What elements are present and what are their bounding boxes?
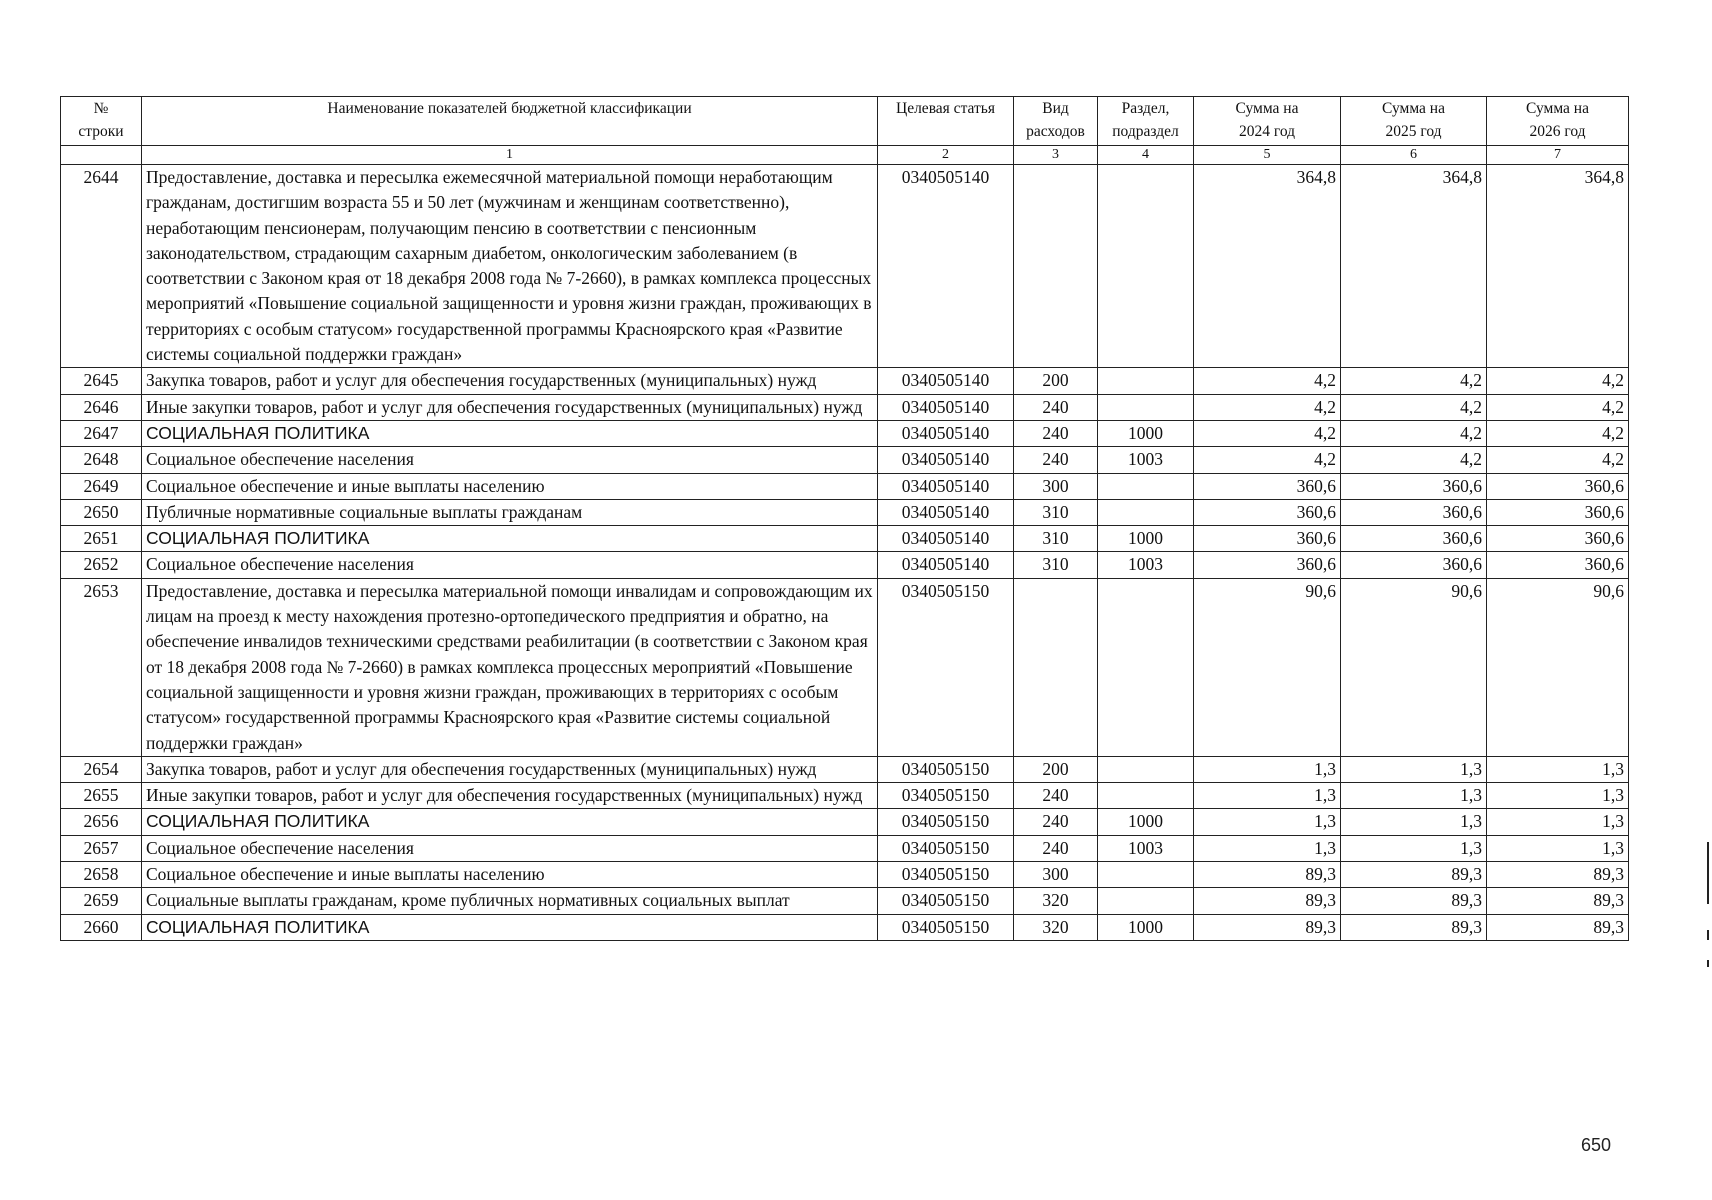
- target-article: 0340505150: [878, 862, 1014, 888]
- header-sum-2025-line1: Сумма на: [1382, 100, 1445, 117]
- sum-2024: 89,3: [1194, 862, 1341, 888]
- expense-type: 300: [1014, 473, 1098, 499]
- row-number: 2646: [61, 394, 142, 420]
- sum-2025: 89,3: [1341, 888, 1487, 914]
- indicator-name: Социальное обеспечение населения: [142, 835, 878, 861]
- header-section-line2: подраздел: [1112, 123, 1179, 140]
- target-article: 0340505150: [878, 888, 1014, 914]
- indicator-name: Предоставление, доставка и пересылка материальной помощи инвалидам и сопровождающим их лицам на проезд к месту нахождения протезно-ортопедического предприятия и обратно, на обеспечение инвалидов техническими средствами реабилитации (в соответствии с Законом края от 18 декабря 2008 года № 7-2660) в рамках комплекса процессных мероприятий «Повышение социальной защищенности и уровня жизни граждан, проживающих в территориях с особым статусом» государственной программы Красноярского края «Развитие системы социальной поддержки граждан»: [142, 578, 878, 756]
- indicator-name: Социальное обеспечение и иные выплаты населению: [142, 473, 878, 499]
- target-article: 0340505150: [878, 809, 1014, 835]
- header-sum-2026-line1: Сумма на: [1526, 100, 1589, 117]
- row-number: 2653: [61, 578, 142, 756]
- target-article: 0340505140: [878, 420, 1014, 446]
- table-row: [61, 862, 1629, 888]
- sum-2024: 89,3: [1194, 914, 1341, 940]
- table-row: [61, 756, 1629, 782]
- target-article: 0340505140: [878, 473, 1014, 499]
- expense-type: 240: [1014, 783, 1098, 809]
- section-subsection: 1003: [1098, 447, 1194, 473]
- target-article: 0340505150: [878, 756, 1014, 782]
- indicator-name: Закупка товаров, работ и услуг для обеспечения государственных (муниципальных) нужд: [142, 368, 878, 394]
- sum-2025: 4,2: [1341, 447, 1487, 473]
- section-subsection: [1098, 862, 1194, 888]
- expense-type: 200: [1014, 368, 1098, 394]
- expense-type: 310: [1014, 552, 1098, 578]
- header-row-number-symbol: №: [93, 100, 109, 117]
- table-row: [61, 552, 1629, 578]
- sum-2026: 4,2: [1487, 447, 1629, 473]
- table-row: [61, 578, 1629, 756]
- sum-2025: 4,2: [1341, 420, 1487, 446]
- sum-2025: 1,3: [1341, 809, 1487, 835]
- expense-type: 240: [1014, 835, 1098, 861]
- indicator-name: Социальные выплаты гражданам, кроме публичных нормативных социальных выплат: [142, 888, 878, 914]
- sum-2026: 364,8: [1487, 165, 1629, 368]
- column-number: 4: [1098, 146, 1194, 165]
- column-number: 5: [1194, 146, 1341, 165]
- row-number: 2650: [61, 499, 142, 525]
- section-subsection: [1098, 783, 1194, 809]
- expense-type: 300: [1014, 862, 1098, 888]
- sum-2024: 4,2: [1194, 394, 1341, 420]
- sum-2026: 1,3: [1487, 835, 1629, 861]
- expense-type: 200: [1014, 756, 1098, 782]
- target-article: 0340505140: [878, 552, 1014, 578]
- header-section-line1: Раздел,: [1121, 100, 1170, 117]
- section-subsection: [1098, 473, 1194, 499]
- header-section: [1098, 97, 1194, 146]
- expense-type: 310: [1014, 499, 1098, 525]
- sum-2026: 360,6: [1487, 473, 1629, 499]
- column-number-row: [61, 146, 1629, 165]
- header-row: [61, 97, 1629, 146]
- row-number: 2648: [61, 447, 142, 473]
- row-number: 2649: [61, 473, 142, 499]
- sum-2024: 4,2: [1194, 368, 1341, 394]
- sum-2026: 89,3: [1487, 862, 1629, 888]
- indicator-name: Закупка товаров, работ и услуг для обеспечения государственных (муниципальных) нужд: [142, 756, 878, 782]
- expense-type: [1014, 165, 1098, 368]
- sum-2025: 4,2: [1341, 368, 1487, 394]
- expense-type: 240: [1014, 809, 1098, 835]
- sum-2026: 1,3: [1487, 809, 1629, 835]
- column-number: 1: [142, 146, 878, 165]
- sum-2024: 360,6: [1194, 473, 1341, 499]
- expense-type: 310: [1014, 526, 1098, 552]
- sum-2026: 89,3: [1487, 914, 1629, 940]
- header-target-article: Целевая статья: [878, 97, 1014, 146]
- sum-2025: 90,6: [1341, 578, 1487, 756]
- sum-2026: 1,3: [1487, 756, 1629, 782]
- header-sum-2025: [1341, 97, 1487, 146]
- header-sum-2026: [1487, 97, 1629, 146]
- expense-type: [1014, 578, 1098, 756]
- table-row: [61, 914, 1629, 940]
- scan-edge-mark: [1707, 842, 1709, 904]
- section-subsection: [1098, 578, 1194, 756]
- section-subsection: 1003: [1098, 552, 1194, 578]
- header-sum-2024-line1: Сумма на: [1235, 100, 1299, 117]
- indicator-name: Иные закупки товаров, работ и услуг для обеспечения государственных (муниципальных) нужд: [142, 783, 878, 809]
- row-number: 2651: [61, 526, 142, 552]
- indicator-name: Социальное обеспечение населения: [142, 447, 878, 473]
- sum-2024: 1,3: [1194, 809, 1341, 835]
- sum-2025: 360,6: [1341, 526, 1487, 552]
- table-row: [61, 888, 1629, 914]
- expense-type: 240: [1014, 420, 1098, 446]
- sum-2024: 90,6: [1194, 578, 1341, 756]
- section-subsection: [1098, 888, 1194, 914]
- indicator-name: СОЦИАЛЬНАЯ ПОЛИТИКА: [142, 809, 878, 835]
- sum-2024: 360,6: [1194, 526, 1341, 552]
- sum-2025: 360,6: [1341, 473, 1487, 499]
- table-row: [61, 165, 1629, 368]
- row-number: 2652: [61, 552, 142, 578]
- column-number-blank: [61, 146, 142, 165]
- table-row: [61, 473, 1629, 499]
- table-body: [61, 165, 1629, 941]
- section-subsection: [1098, 499, 1194, 525]
- indicator-name: СОЦИАЛЬНАЯ ПОЛИТИКА: [142, 526, 878, 552]
- sum-2025: 360,6: [1341, 499, 1487, 525]
- indicator-name: Социальное обеспечение населения: [142, 552, 878, 578]
- target-article: 0340505150: [878, 835, 1014, 861]
- sum-2025: 4,2: [1341, 394, 1487, 420]
- scan-edge-mark: [1707, 930, 1709, 940]
- sum-2026: 4,2: [1487, 420, 1629, 446]
- indicator-name: Предоставление, доставка и пересылка ежемесячной материальной помощи неработающим гражданам, достигшим возраста 55 и 50 лет (мужчинам и женщинам соответственно), неработающим пенсионерам, получающим пенсию в соответствии с пенсионным законодательством, страдающим сахарным диабетом, онкологическим заболеванием (в соответствии с Законом края от 18 декабря 2008 года № 7-2660), в рамках комплекса процессных мероприятий «Повышение социальной защищенности и уровня жизни граждан, проживающих в территориях с особым статусом» государственной программы Красноярского края «Развитие системы социальной поддержки граждан»: [142, 165, 878, 368]
- table-row: [61, 368, 1629, 394]
- target-article: 0340505140: [878, 368, 1014, 394]
- header-name: Наименование показателей бюджетной классификации: [142, 97, 878, 146]
- sum-2026: 360,6: [1487, 552, 1629, 578]
- table-row: [61, 835, 1629, 861]
- target-article: 0340505140: [878, 499, 1014, 525]
- sum-2024: 89,3: [1194, 888, 1341, 914]
- row-number: 2657: [61, 835, 142, 861]
- row-number: 2658: [61, 862, 142, 888]
- sum-2025: 89,3: [1341, 914, 1487, 940]
- section-subsection: [1098, 394, 1194, 420]
- expense-type: 240: [1014, 394, 1098, 420]
- row-number: 2656: [61, 809, 142, 835]
- section-subsection: [1098, 368, 1194, 394]
- header-expense-type-line2: расходов: [1026, 123, 1085, 140]
- section-subsection: 1003: [1098, 835, 1194, 861]
- budget-table: [60, 96, 1629, 941]
- target-article: 0340505150: [878, 914, 1014, 940]
- row-number: 2655: [61, 783, 142, 809]
- column-number: 3: [1014, 146, 1098, 165]
- sum-2025: 364,8: [1341, 165, 1487, 368]
- header-sum-2025-line2: 2025 год: [1385, 123, 1442, 140]
- sum-2025: 360,6: [1341, 552, 1487, 578]
- header-sum-2024: [1194, 97, 1341, 146]
- table-row: [61, 394, 1629, 420]
- target-article: 0340505140: [878, 165, 1014, 368]
- section-subsection: 1000: [1098, 526, 1194, 552]
- row-number: 2644: [61, 165, 142, 368]
- sum-2024: 1,3: [1194, 835, 1341, 861]
- section-subsection: [1098, 165, 1194, 368]
- target-article: 0340505140: [878, 526, 1014, 552]
- sum-2024: 1,3: [1194, 756, 1341, 782]
- header-expense-type-line1: Вид: [1042, 100, 1069, 117]
- sum-2025: 1,3: [1341, 756, 1487, 782]
- sum-2026: 4,2: [1487, 394, 1629, 420]
- target-article: 0340505150: [878, 578, 1014, 756]
- sum-2024: 360,6: [1194, 552, 1341, 578]
- indicator-name: Публичные нормативные социальные выплаты гражданам: [142, 499, 878, 525]
- header-row-number-label: строки: [78, 123, 124, 140]
- column-number: 2: [878, 146, 1014, 165]
- target-article: 0340505140: [878, 447, 1014, 473]
- sum-2024: 360,6: [1194, 499, 1341, 525]
- row-number: 2659: [61, 888, 142, 914]
- row-number: 2647: [61, 420, 142, 446]
- sum-2026: 89,3: [1487, 888, 1629, 914]
- scan-edge-mark: [1707, 960, 1709, 967]
- sum-2024: 1,3: [1194, 783, 1341, 809]
- expense-type: 320: [1014, 888, 1098, 914]
- sum-2026: 360,6: [1487, 526, 1629, 552]
- table-row: [61, 447, 1629, 473]
- row-number: 2645: [61, 368, 142, 394]
- header-expense-type: [1014, 97, 1098, 146]
- sum-2024: 4,2: [1194, 447, 1341, 473]
- section-subsection: 1000: [1098, 914, 1194, 940]
- section-subsection: [1098, 756, 1194, 782]
- indicator-name: СОЦИАЛЬНАЯ ПОЛИТИКА: [142, 420, 878, 446]
- indicator-name: Социальное обеспечение и иные выплаты населению: [142, 862, 878, 888]
- table-row: [61, 809, 1629, 835]
- sum-2026: 360,6: [1487, 499, 1629, 525]
- row-number: 2660: [61, 914, 142, 940]
- sum-2025: 1,3: [1341, 835, 1487, 861]
- sum-2025: 1,3: [1341, 783, 1487, 809]
- header-sum-2024-line2: 2024 год: [1238, 123, 1296, 140]
- indicator-name: СОЦИАЛЬНАЯ ПОЛИТИКА: [142, 914, 878, 940]
- table-row: [61, 526, 1629, 552]
- section-subsection: 1000: [1098, 809, 1194, 835]
- page-number: 650: [1580, 1135, 1611, 1155]
- sum-2026: 4,2: [1487, 368, 1629, 394]
- target-article: 0340505150: [878, 783, 1014, 809]
- sum-2026: 1,3: [1487, 783, 1629, 809]
- column-number: 6: [1341, 146, 1487, 165]
- row-number: 2654: [61, 756, 142, 782]
- column-number: 7: [1487, 146, 1629, 165]
- table-row: [61, 420, 1629, 446]
- sum-2026: 90,6: [1487, 578, 1629, 756]
- expense-type: 240: [1014, 447, 1098, 473]
- budget-sheet: [60, 96, 1628, 941]
- sum-2024: 364,8: [1194, 165, 1341, 368]
- header-sum-2026-line2: 2026 год: [1529, 123, 1586, 140]
- table-row: [61, 783, 1629, 809]
- table-row: [61, 499, 1629, 525]
- expense-type: 320: [1014, 914, 1098, 940]
- section-subsection: 1000: [1098, 420, 1194, 446]
- sum-2024: 4,2: [1194, 420, 1341, 446]
- header-row-number: [61, 97, 142, 146]
- indicator-name: Иные закупки товаров, работ и услуг для обеспечения государственных (муниципальных) нужд: [142, 394, 878, 420]
- target-article: 0340505140: [878, 394, 1014, 420]
- sum-2025: 89,3: [1341, 862, 1487, 888]
